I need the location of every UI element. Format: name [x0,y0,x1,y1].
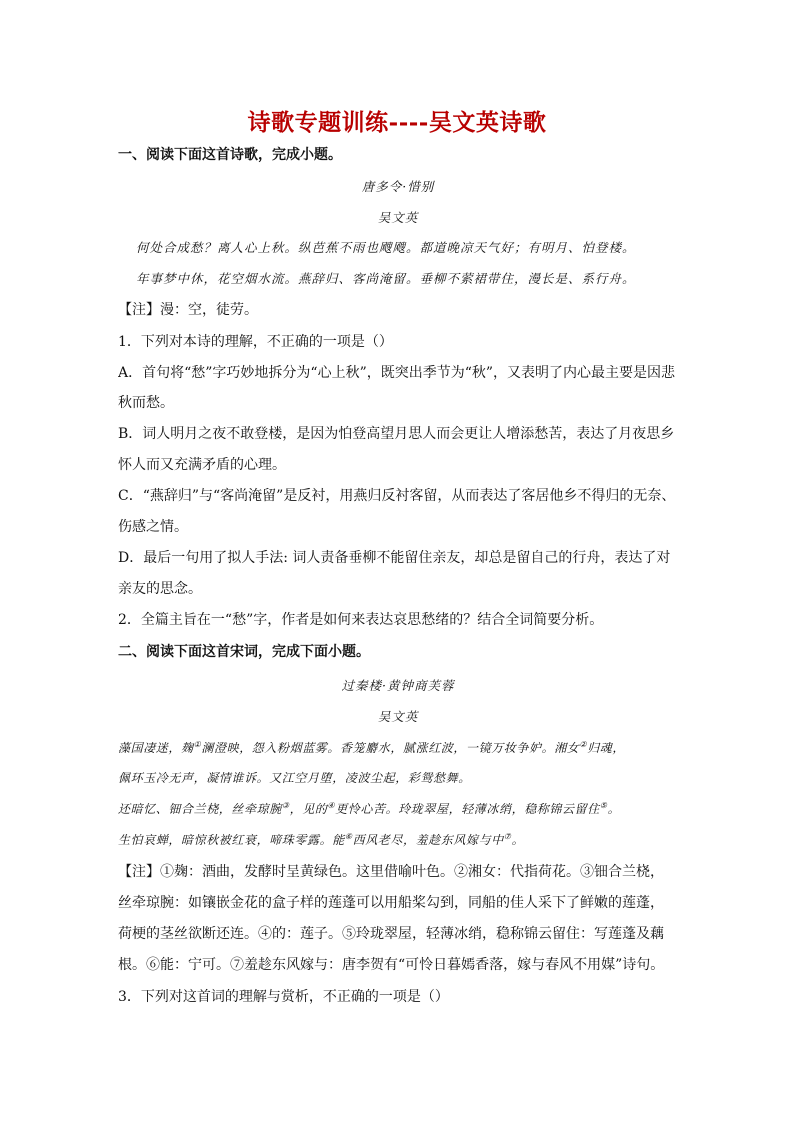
option-d-line-1: D．最后一句用了拟人手法: 词人责备垂柳不能留住亲友，却总是留自己的行舟，表达了对 [118,550,671,566]
option-a-line-1: A．首句将“愁”字巧妙地拆分为“心上秋”，既突出季节为“秋”，又表明了内心最主要是因悲 [118,365,676,381]
footnote-marker: ⑤ [599,801,608,810]
question-3: 3．下列对这首词的理解与赏析，不正确的一项是（） [118,989,449,1005]
section1-heading: 一、阅读下面这首诗歌，完成小题。 [118,147,342,163]
option-d-line-2: 亲友的思念。 [118,581,202,597]
option-c-line-2: 伤感之情。 [118,519,188,535]
option-b-line-2: 怀人而又充满矛盾的心理。 [118,457,286,473]
poem2-title: 过秦楼·黄钟商芙蓉 [341,678,455,693]
poem2-note-line-3: 荷梗的茎丝欲断还连。④的：莲子。⑤玲珑翠屋，轻薄冰绡，稳称锦云留住：写莲蓬及藕 [118,926,664,942]
footnote-marker: ⑦ [503,832,512,841]
question-2: 2．全篇主旨在一“愁”字，作者是如何来表达哀思愁绪的？结合全词简要分析。 [118,612,604,628]
poem2-text: 更怜心苦。玲珑翠屋，轻薄冰绡，稳称锦云留住 [335,802,600,816]
poem2-text: 。 [511,833,525,847]
poem2-text: 。 [607,802,621,816]
poem2-text: 藻国凄迷，麹 [118,741,194,755]
poem2-text: 澜澄映，怨入粉烟蓝雾。香笼麝水，腻涨红波，一镜万妆争妒。湘女 [201,741,580,755]
poem2-line-4 [118,830,678,850]
poem1-line-1: 何处合成愁？离人心上秋。纵芭蕉不雨也飕飕。都道晚凉天气好；有明月、怕登楼。 [136,240,636,255]
poem1-note: 【注】漫：空，徒劳。 [118,302,258,318]
poem2-note-line-2: 丝牵琼腕：如镶嵌金花的盒子样的莲蓬可以用船桨勾到，同船的佳人采下了鲜嫩的莲蓬， [118,895,664,911]
footnote-marker: ③ [281,801,290,810]
footnote-marker: ① [193,740,202,749]
document-title: 诗歌专题训练----吴文英诗歌 [247,109,547,136]
poem2-text: 生怕哀蝉，暗惊秋被红衰，啼珠零露。能 [118,833,345,847]
footnote-marker: ② [579,740,588,749]
poem2-line-1 [118,738,678,758]
poem2-text: 还暗忆、钿合兰桡，丝牵琼腕 [118,802,282,816]
poem2-note-line-4: 根。⑥能：宁可。⑦羞趁东风嫁与：唐李贺有“可怜日暮嫣香落，嫁与春风不用媒”诗句。 [118,957,665,973]
footnote-marker: ④ [327,801,336,810]
option-a-line-2: 秋而愁。 [118,395,174,411]
poem1-author: 吴文英 [377,210,419,225]
option-c-line-1: C．“燕辞归”与“客尚淹留”是反衬，用燕归反衬客留，从而表达了客居他乡不得归的无奈、 [118,488,676,504]
section2-heading: 二、阅读下面这首宋词，完成下面小题。 [118,644,370,660]
footnote-marker: ⑥ [344,832,353,841]
poem2-text: 归魂， [587,741,625,755]
poem2-text: 西风老尽，羞趁东风嫁与中 [352,833,504,847]
question-1: 1．下列对本诗的理解，不正确的一项是（） [118,334,393,350]
poem2-line-2: 佩环玉冷无声，凝情谁诉。又江空月堕，凌波尘起，彩鸳愁舞。 [118,771,471,785]
option-b-line-1: B．词人明月之夜不敢登楼，是因为怕登高望月思人而会更让人增添愁苦，表达了月夜思乡 [118,426,675,442]
poem2-author: 吴文英 [377,709,419,724]
poem1-title: 唐多令·惜别 [361,179,435,194]
poem2-note-line-1: 【注】①麹：酒曲，发酵时呈黄绿色。这里借喻叶色。②湘女：代指荷花。③钿合兰桡， [118,864,664,880]
poem2-line-3 [118,799,678,819]
poem2-text: ，见的 [289,802,328,816]
poem1-line-2: 年事梦中休，花空烟水流。燕辞归、客尚淹留。垂柳不萦裙带住，漫长是、系行舟。 [136,271,636,286]
